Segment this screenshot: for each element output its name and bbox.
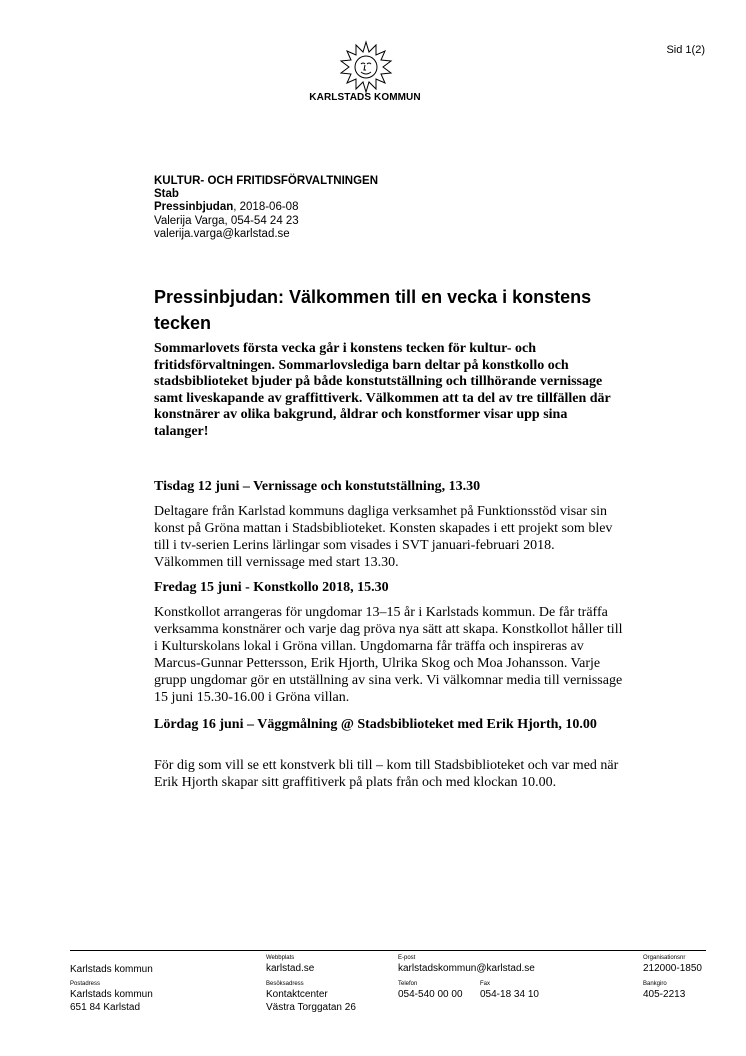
lead-paragraph: Sommarlovets första vecka går i konstens tecken för kultur- och fritidsförvaltningen. Sommarlovslediga barn deltar på konstkollo och stadsbiblioteket bjuder på både konstutställning och tillhörande vernissage samt liveskapande av graffittiverk. Välkommen att ta del av tre tillfällen där konstnärer av olika bakgrund, åldrar och konstformer visar upp sina talanger!	[154, 341, 611, 439]
footer-fax-label: Fax	[480, 981, 491, 987]
footer-visit-label: Besöksadress	[266, 981, 304, 987]
footer-visit-line1: Kontaktcenter	[266, 989, 328, 1000]
footer-orgnr-label: Organisationsnr	[643, 955, 686, 961]
page-title: Pressinbjudan: Välkommen till en vecka i konstens tecken	[154, 287, 592, 333]
doc-date: , 2018-06-08	[233, 201, 299, 214]
contact-email: valerija.varga@karlstad.se	[154, 227, 290, 240]
footer-bankgiro-value: 405-2213	[643, 989, 686, 1000]
footer-web-label: Webbplats	[266, 955, 295, 961]
footer-fax-value: 054-18 34 10	[480, 989, 539, 1000]
department-name: KULTUR- OCH FRITIDSFÖRVALTNINGEN	[154, 175, 379, 187]
unit-name: Stab	[154, 188, 179, 201]
footer-divider	[70, 950, 706, 951]
event-title: Tisdag 12 juni – Vernissage och konstutställning, 13.30	[154, 479, 481, 494]
footer-post-line2: 651 84 Karlstad	[70, 1002, 141, 1013]
event-body: Deltagare från Karlstad kommuns dagliga verksamhet på Funktionsstöd visar sin konst på Gröna mattan i Stadsbiblioteket. Konsten skapades i ett projekt som blev till i tv-serien Lerins lärlingar som visades i SVT januari-februari 2018. Välkommen till vernissage med start 13.30.	[154, 504, 613, 570]
contact-line: Valerija Varga, 054-54 24 23	[154, 214, 299, 227]
footer-bankgiro-label: Bankgiro	[643, 981, 667, 987]
footer-phone-label: Telefon	[398, 981, 418, 987]
footer-post-label: Postadress	[70, 981, 101, 987]
doc-type-line	[154, 201, 378, 214]
sender-block	[154, 175, 378, 241]
event-title: Lördag 16 juni – Väggmålning @ Stadsbiblioteket med Erik Hjorth, 10.00	[154, 717, 597, 732]
footer-orgnr-value: 212000-1850	[643, 963, 702, 974]
page-number: Sid 1(2)	[666, 44, 705, 56]
organization-name: KARLSTADS KOMMUN	[309, 92, 421, 103]
footer-visit-line2: Västra Torggatan 26	[266, 1002, 356, 1013]
doc-type: Pressinbjudan	[154, 201, 234, 214]
event-body: För dig som vill se ett konstverk bli till – kom till Stadsbiblioteket och var med när Erik Hjorth skapar sitt graffitiverk på plats från och med klockan 10.00.	[154, 758, 619, 790]
footer-post-line1: Karlstads kommun	[70, 989, 153, 1000]
footer-email-label: E-post	[398, 955, 416, 961]
event-title: Fredag 15 juni - Konstkollo 2018, 15.30	[154, 580, 389, 595]
footer-org-name: Karlstads kommun	[70, 964, 153, 975]
event-body: Konstkollot arrangeras för ungdomar 13–15 år i Karlstads kommun. De får träffa verksamma konstnärer och varje dag pröva nya sätt att skapa. Konstkollot håller till i Kulturskolans lokal i Gröna villan. Ungdomarna får träffa och inspireras av Marcus-Gunnar Pettersson, Erik Hjorth, Ulrika Skog och Moa Johansson. Varje grupp ungdomar gör en utställning av sina verk. Vi välkomnar media till vernissage 15 juni 15.30-16.00 i Gröna villan.	[154, 605, 623, 705]
sun-face-icon	[338, 40, 394, 94]
footer-web-link[interactable]: karlstad.se	[266, 963, 315, 974]
footer-email-link[interactable]: karlstadskommun@karlstad.se	[398, 963, 535, 974]
footer-phone-value: 054-540 00 00	[398, 989, 463, 1000]
